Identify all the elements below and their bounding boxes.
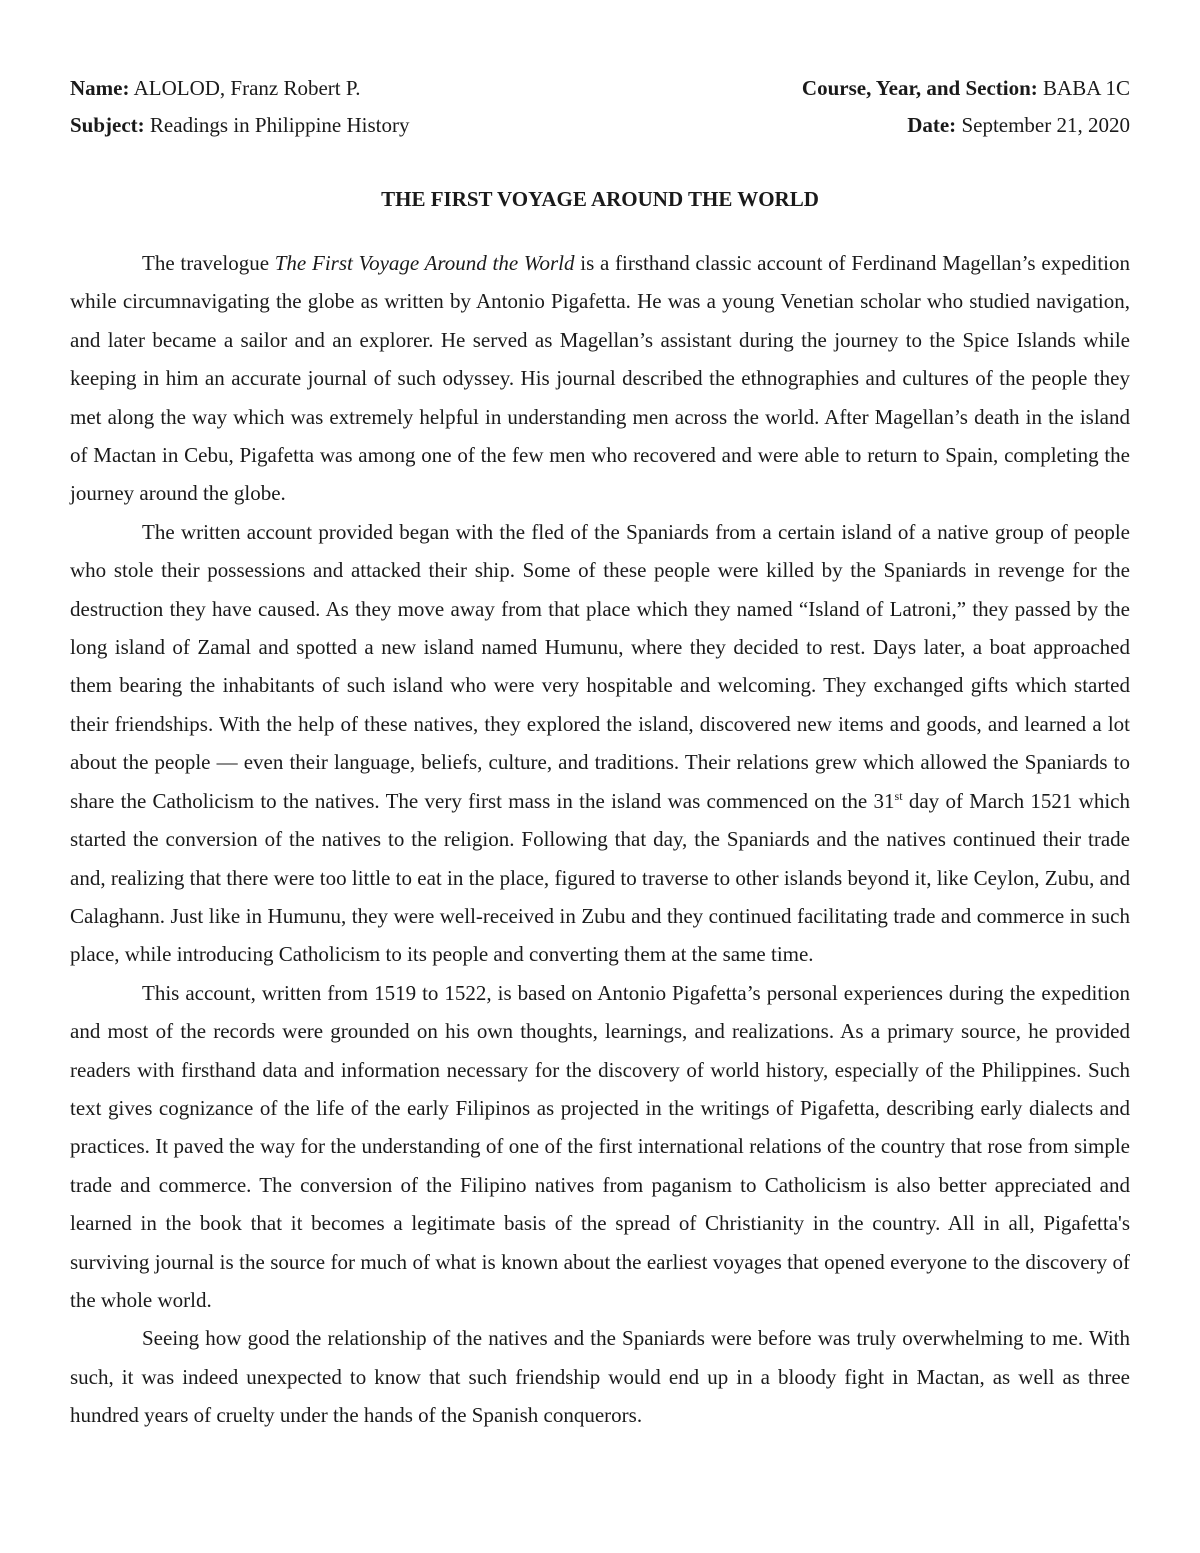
paragraph-2 xyxy=(70,513,1130,974)
ordinal-suffix: st xyxy=(894,788,903,803)
paragraph-3: This account, written from 1519 to 1522, is based on Antonio Pigafetta’s personal experiences during the expedition and most of the records were grounded on his own thoughts, learnings, and realizations. As a primary source, he provided readers with firsthand data and information necessary for the discovery of world history, especially of the Philippines. Such text gives cognizance of the life of the early Filipinos as projected in the writings of Pigafetta, describing early dialects and practices. It paved the way for the understanding of one of the first international relations of the country that rose from simple trade and commerce. The conversion of the Filipino natives from paganism to Catholicism is also better appreciated and learned in the book that it becomes a legitimate basis of the spread of Christianity in the country. All in all, Pigafetta's surviving journal is the source for much of what is known about the earliest voyages that opened everyone to the discovery of the whole world. xyxy=(70,980,1130,1312)
subject xyxy=(70,107,410,144)
subject-value: Readings in Philippine History xyxy=(149,113,410,137)
paragraph-1-start: The travelogue xyxy=(142,251,275,275)
book-title: The First Voyage Around the World xyxy=(274,251,575,275)
course-year-section xyxy=(802,70,1130,107)
course-value: BABA 1C xyxy=(1043,76,1130,100)
paragraph-2-start: The written account provided began with the fled of the Spaniards from a certain island of a native group of people who stole their possessions and attacked their ship. Some of these people were killed by the Spaniards in revenge for the destruction they have caused. As they move away from that place which they named “Island of Latroni,” they passed by the long island of Zamal and spotted a new island named Humunu, where they decided to rest. Days later, a boat approached them bearing the inhabitants of such island who were very hospitable and welcoming. They exchanged gifts which started their friendships. With the help of these natives, they explored the island, discovered new items and goods, and learned a lot about the people — even their language, beliefs, culture, and traditions. Their relations grew which allowed the Spaniards to share the Catholicism to the natives. The very first mass in the island was commenced on the 31 xyxy=(70,519,1130,813)
header-row-2 xyxy=(70,107,1130,144)
paragraph-1 xyxy=(70,244,1130,513)
course-label: Course, Year, and Section: xyxy=(801,76,1038,100)
document-title: THE FIRST VOYAGE AROUND THE WORLD xyxy=(381,187,819,211)
paragraph-1-rest: is a firsthand classic account of Ferdinand Magellan’s expedition while circumnavigating the globe as written by Antonio Pigafetta. He was a young Venetian scholar who studied navigation, and later became a sailor and an explorer. He served as Magellan’s assistant during the journey to the Spice Islands while keeping in him an accurate journal of such odyssey. His journal described the ethnographies and cultures of the people they met along the way which was extremely helpful in understanding men across the world. After Magellan’s death in the island of Mactan in Cebu, Pigafetta was among one of the few men who recovered and were able to return to Spain, completing the journey around the globe. xyxy=(70,251,1130,506)
date-label: Date: xyxy=(907,113,957,137)
subject-label: Subject: xyxy=(70,113,145,137)
student-name xyxy=(70,70,360,107)
document-body xyxy=(70,244,1130,1435)
header-row-1 xyxy=(70,70,1130,107)
date-value: September 21, 2020 xyxy=(961,113,1130,137)
name-label: Name: xyxy=(70,76,130,100)
name-value: ALOLOD, Franz Robert P. xyxy=(133,76,361,100)
date xyxy=(907,107,1130,144)
paragraph-2-rest: day of March 1521 which started the conversion of the natives to the religion. Following that day, the Spaniards and the natives continued their trade and, realizing that there were too little to eat in the place, figured to traverse to other islands beyond it, like Ceylon, Zubu, and Calaghann. Just like in Humunu, they were well-received in Zubu and they continued facilitating trade and commerce in such place, while introducing Catholicism to its people and converting them at the same time. xyxy=(70,788,1130,967)
paragraph-4: Seeing how good the relationship of the natives and the Spaniards were before was truly overwhelming to me. With such, it was indeed unexpected to know that such friendship would end up in a bloody fight in Mactan, as well as three hundred years of cruelty under the hands of the Spanish conquerors. xyxy=(70,1326,1130,1428)
